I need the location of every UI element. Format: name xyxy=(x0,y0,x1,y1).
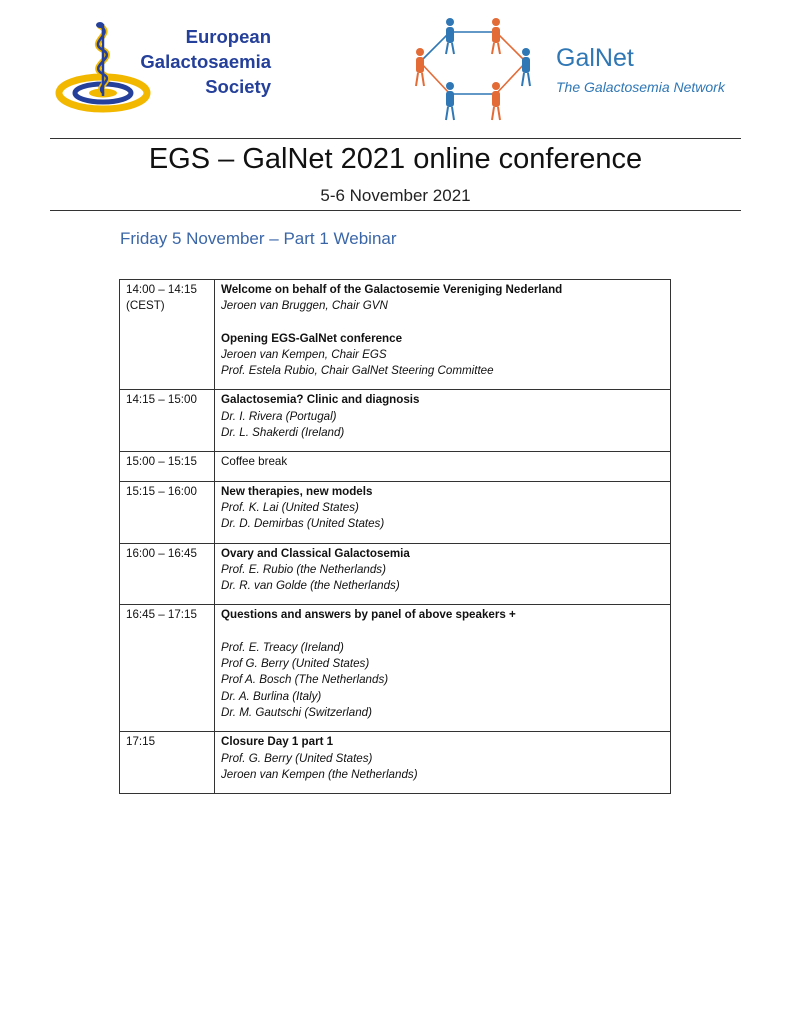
speaker-name: Jeroen van Bruggen, Chair GVN xyxy=(221,299,388,313)
session-time-line: 15:00 – 15:15 xyxy=(126,455,197,469)
session-time-line: 17:15 xyxy=(126,735,156,749)
session-plain-text: Coffee break xyxy=(221,455,288,469)
program-table-body xyxy=(120,280,671,794)
speaker-name: Dr. L. Shakerdi (Ireland) xyxy=(221,426,345,440)
table-row xyxy=(120,481,671,543)
session-content xyxy=(215,390,671,452)
session-time xyxy=(120,732,215,794)
session-time-line: 16:00 – 16:45 xyxy=(126,546,197,560)
speaker-name: Prof G. Berry (United States) xyxy=(221,657,370,671)
galnet-logo-tagline: The Galactosemia Network xyxy=(556,79,725,95)
galnet-logo-icon xyxy=(408,14,538,126)
table-row xyxy=(120,452,671,481)
speaker-name: Jeroen van Kempen, Chair EGS xyxy=(221,347,387,361)
session-content xyxy=(215,452,671,481)
egs-logo-line-2: Galactosaemia xyxy=(140,51,271,72)
session-content xyxy=(215,732,671,794)
page-subtitle: 5-6 November 2021 xyxy=(320,186,471,205)
galnet-logo-name: GalNet xyxy=(556,44,634,72)
session-title: New therapies, new models xyxy=(221,484,373,498)
egs-logo-line-3: Society xyxy=(205,76,271,97)
program-table xyxy=(119,279,671,794)
session-title: Opening EGS-GalNet conference xyxy=(221,331,403,345)
speaker-name: Dr. D. Demirbas (United States) xyxy=(221,517,385,531)
table-row xyxy=(120,605,671,732)
speaker-name: Dr. I. Rivera (Portugal) xyxy=(221,409,337,423)
egs-logo-line-1: European xyxy=(185,26,271,47)
speaker-name: Prof A. Bosch (The Netherlands) xyxy=(221,673,389,687)
egs-logo-text xyxy=(115,24,271,99)
session-content xyxy=(215,481,671,543)
session-time xyxy=(120,452,215,481)
session-time-line: 16:45 – 17:15 xyxy=(126,608,197,622)
session-content xyxy=(215,280,671,390)
table-row xyxy=(120,390,671,452)
session-content xyxy=(215,543,671,605)
page-title: EGS – GalNet 2021 online conference xyxy=(148,143,643,175)
table-row xyxy=(120,732,671,794)
session-title: Welcome on behalf of the Galactosemie Vereniging Nederland xyxy=(221,283,563,296)
session-time xyxy=(120,605,215,732)
speaker-name: Prof. G. Berry (United States) xyxy=(221,751,373,765)
speaker-name: Prof. K. Lai (United States) xyxy=(221,500,359,514)
speaker-name: Prof. E. Treacy (Ireland) xyxy=(221,640,344,654)
session-time xyxy=(120,481,215,543)
block-spacer xyxy=(221,624,664,640)
session-title: Closure Day 1 part 1 xyxy=(221,735,334,749)
speaker-name: Dr. A. Burlina (Italy) xyxy=(221,689,322,703)
speaker-name: Dr. M. Gautschi (Switzerland) xyxy=(221,705,372,719)
table-row xyxy=(120,280,671,390)
top-divider xyxy=(50,138,741,139)
session-title: Questions and answers by panel of above speakers + xyxy=(221,608,516,622)
block-spacer xyxy=(221,315,664,331)
bottom-divider xyxy=(50,210,741,211)
session-time-line: 14:00 – 14:15 xyxy=(126,283,197,296)
session-time xyxy=(120,390,215,452)
session-time xyxy=(120,280,215,390)
day-heading: Friday 5 November – Part 1 Webinar xyxy=(120,229,397,248)
session-title: Ovary and Classical Galactosemia xyxy=(221,546,410,560)
table-row xyxy=(120,543,671,605)
session-time xyxy=(120,543,215,605)
session-content xyxy=(215,605,671,732)
speaker-name: Jeroen van Kempen (the Netherlands) xyxy=(221,767,418,781)
speaker-name: Prof. E. Rubio (the Netherlands) xyxy=(221,562,386,576)
speaker-name: Dr. R. van Golde (the Netherlands) xyxy=(221,579,400,593)
session-title: Galactosemia? Clinic and diagnosis xyxy=(221,393,420,407)
session-time-line: 15:15 – 16:00 xyxy=(126,484,197,498)
header-logos xyxy=(0,0,791,135)
session-time-line: 14:15 – 15:00 xyxy=(126,393,197,407)
session-time-line: (CEST) xyxy=(126,299,165,313)
speaker-name: Prof. Estela Rubio, Chair GalNet Steering Committee xyxy=(221,364,494,378)
